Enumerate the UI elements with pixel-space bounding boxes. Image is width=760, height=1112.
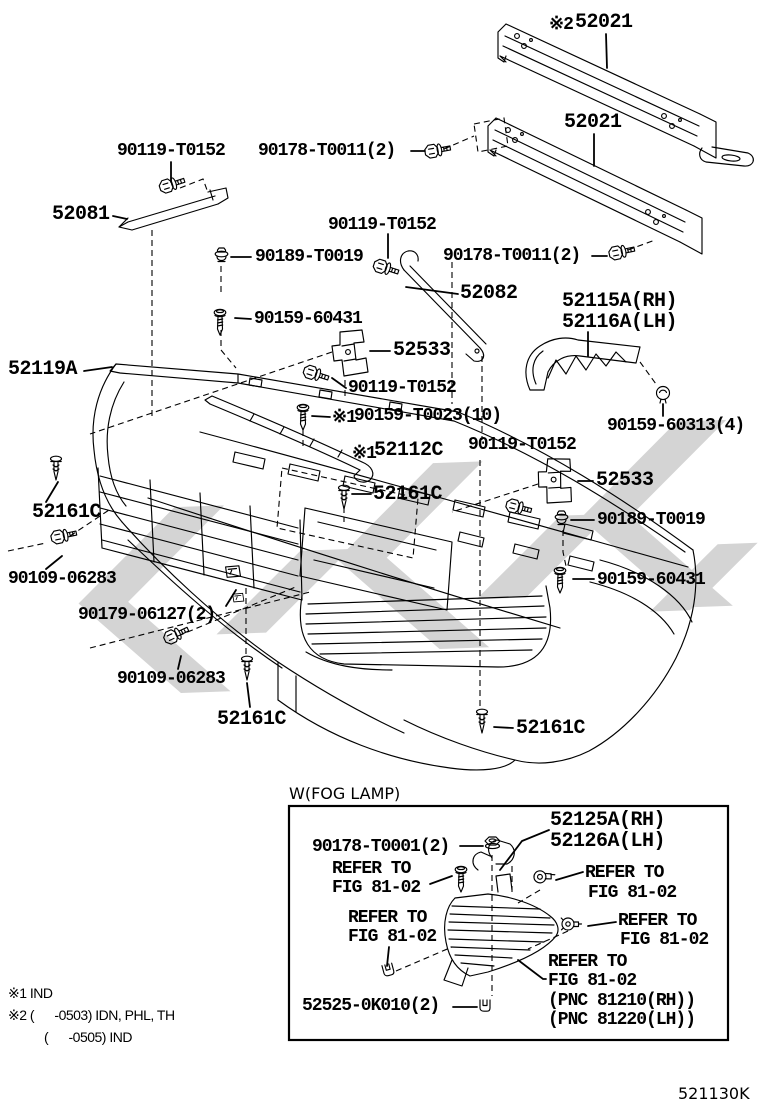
label-fast-90178-t0011-a: 90178-T0011(2) (258, 141, 396, 161)
label-part-52533-a: 52533 (393, 339, 451, 362)
hex-flange-bolt-icon (302, 364, 330, 384)
label-fast-90159-60431-b: 90159-60431 (597, 570, 705, 590)
label-part-52125a-rh: 52125A(RH) (550, 809, 666, 832)
u-nut-clip-icon (480, 1000, 490, 1011)
part-52081-bracket (119, 188, 228, 230)
tapping-screw-icon (297, 404, 309, 430)
label-fast-90189-t0019-b: 90189-T0019 (597, 510, 705, 530)
part-52115-side-support (526, 338, 640, 390)
label-ref-mark-2: ※2 (549, 15, 573, 35)
label-fast-90178-t0001: 90178-T0001(2) (312, 837, 450, 857)
label-refer-4-line1: REFER TO (618, 911, 697, 931)
label-fast-90159-60313: 90159-60313(4) (607, 416, 745, 436)
label-fast-90179-06127: 90179-06127(2) (78, 605, 216, 625)
label-refer-4-line2: FIG 81-02 (620, 930, 709, 950)
label-note-2: ※2 ( -0503) IDN, PHL, TH (8, 1007, 175, 1023)
label-refer-1-line2: FIG 81-02 (332, 878, 421, 898)
label-part-52161c-a: 52161C (373, 483, 443, 506)
label-fast-90109-06283-a: 90109-06283 (8, 569, 116, 589)
hex-flange-bolt-icon (162, 623, 191, 646)
flange-nut-icon (485, 837, 500, 849)
label-fast-90119-t0152-c: 90119-T0152 (348, 378, 456, 398)
label-fast-90109-06283-b: 90109-06283 (117, 669, 225, 689)
label-note-3: ( -0505) IND (44, 1029, 132, 1045)
plate-clip-icon (224, 564, 242, 579)
label-fast-90178-t0011-b: 90178-T0011(2) (443, 246, 581, 266)
label-ref-mark-1a: ※1 (332, 408, 356, 428)
push-rivet-clip-icon (242, 656, 253, 680)
label-refer-3-line2: FIG 81-02 (348, 927, 437, 947)
part-52082-stay (401, 251, 486, 361)
part-bumper-reinforcement-lower (488, 118, 702, 254)
label-part-52116a-lh: 52116A(LH) (562, 311, 678, 334)
push-rivet-clip-icon (51, 456, 62, 480)
label-refer-2-line1: REFER TO (585, 863, 664, 883)
label-fast-90119-t0152-b: 90119-T0152 (328, 215, 436, 235)
tapping-screw-icon (554, 567, 566, 593)
grommet-icon (657, 387, 670, 404)
push-rivet-clip-icon (477, 709, 488, 733)
label-refer-5-line3: (PNC 81210(RH)) (548, 991, 696, 1011)
label-part-52112c: 52112C (374, 439, 444, 462)
label-drawing-code: 521130K (678, 1084, 750, 1103)
label-refer-3-line1: REFER TO (348, 908, 427, 928)
label-fast-52525-0k010: 52525-0K010(2) (302, 996, 440, 1016)
label-refer-5-line1: REFER TO (548, 952, 627, 972)
label-note-1: ※1 IND (8, 985, 53, 1001)
label-part-52115a-rh: 52115A(RH) (562, 290, 678, 313)
bulb-socket-icon (561, 918, 581, 930)
tapping-screw-icon (214, 309, 226, 335)
part-fog-lamp-unit (444, 840, 558, 986)
label-part-52161c-d: 52161C (516, 717, 586, 740)
label-fast-90159-t0023: 90159-T0023(10) (354, 406, 502, 426)
label-part-52161c-b: 52161C (32, 501, 102, 524)
label-fast-90159-60431-a: 90159-60431 (254, 309, 362, 329)
label-part-52021-lower: 52021 (564, 111, 622, 134)
label-part-52126a-lh: 52126A(LH) (550, 830, 666, 853)
label-fast-90119-t0152-a: 90119-T0152 (117, 141, 225, 161)
part-bumper-reinforcement-upper (498, 24, 753, 166)
label-part-52533-b: 52533 (596, 469, 654, 492)
label-fast-90189-t0019-a: 90189-T0019 (255, 247, 363, 267)
hex-flange-bolt-icon (608, 243, 636, 261)
label-part-52119a: 52119A (8, 358, 78, 381)
part-52533-bracket-upper (332, 330, 368, 376)
label-part-52021-upper: 52021 (575, 11, 633, 34)
hex-flange-bolt-icon (372, 258, 400, 278)
label-refer-5-line4: (PNC 81220(LH)) (548, 1010, 696, 1030)
push-rivet-clip-icon (339, 485, 350, 509)
label-part-52081: 52081 (52, 203, 110, 226)
hex-flange-bolt-icon (50, 527, 78, 545)
fog-lamp-bulb-icon (533, 868, 556, 883)
label-part-52082: 52082 (460, 282, 518, 305)
hex-flange-bolt-icon (424, 142, 451, 159)
label-fog-box-title: W(FOG LAMP) (289, 784, 401, 803)
part-52533-bracket-lower (535, 456, 576, 506)
tapping-screw-icon (455, 866, 467, 892)
fog-lamp-detail-box (289, 806, 728, 1040)
label-refer-1-line1: REFER TO (332, 859, 411, 879)
clip-nut-icon (215, 248, 228, 262)
label-ref-mark-1b: ※1 (352, 444, 376, 464)
hex-flange-bolt-icon (158, 174, 186, 194)
label-refer-5-line2: FIG 81-02 (548, 971, 637, 991)
label-part-52161c-c: 52161C (217, 708, 287, 731)
u-nut-clip-icon (382, 963, 395, 976)
label-fast-90119-t0152-d: 90119-T0152 (468, 435, 576, 455)
label-refer-2-line2: FIG 81-02 (588, 883, 677, 903)
